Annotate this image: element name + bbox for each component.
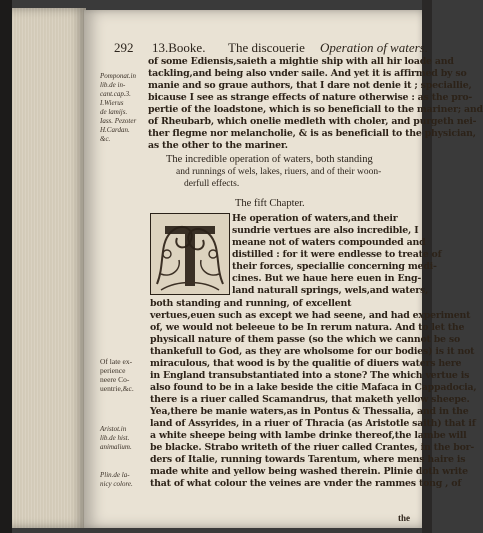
margin-note: Aristot.in bbox=[100, 425, 127, 433]
section-heading-line: derfull effects. bbox=[184, 179, 240, 189]
text-line: He operation of waters,and their bbox=[232, 213, 398, 224]
page-edges bbox=[0, 8, 86, 528]
margin-note: cant.cap.3. bbox=[100, 90, 131, 98]
margin-note: animalium. bbox=[100, 443, 132, 451]
chapter-title: The fift Chapter. bbox=[235, 198, 305, 209]
text-line: bicause I see as strange effects of nature otherwise : as the pro- bbox=[148, 92, 473, 103]
decorated-initial bbox=[150, 213, 230, 295]
margin-note: H.Cardan. bbox=[100, 126, 130, 134]
section-heading-line: The incredible operation of waters, both standing bbox=[166, 154, 373, 165]
text-line: distilled : for it were endlesse to treate of bbox=[232, 249, 442, 260]
margin-note: perience bbox=[100, 366, 126, 375]
running-title: The discouerie bbox=[228, 40, 305, 55]
text-line: of Rheubarb, which onelie medleth with choler, and purgeth nei- bbox=[148, 116, 477, 127]
text-line: physicall nature of them passe (so the which we cannot be so bbox=[150, 334, 461, 345]
text-line: that of what colour the veines are vnder the rammes tong , of bbox=[150, 478, 462, 489]
margin-note: de lamijs. bbox=[100, 108, 128, 116]
margin-note: lib.de in- bbox=[100, 81, 126, 89]
text-line: pertie of the loadstone, which is so beneficiall to the mariner; and bbox=[148, 104, 483, 115]
text-line: as the other to the mariner. bbox=[148, 140, 288, 151]
text-line: Yea,there be manie waters,as in Pontus & Thessalia, and in the bbox=[150, 406, 469, 417]
running-section: Operation of waters. bbox=[320, 40, 428, 55]
margin-note: Pomponat.in bbox=[100, 72, 136, 80]
text-line: of some Ediensis,saieth a mightie ship with all hir loade and bbox=[148, 56, 454, 67]
margin-note: Plin.de la- bbox=[100, 471, 130, 479]
text-line: land naturall springs, wels,and waters, bbox=[232, 285, 429, 296]
margin-note: Iass. Pezoter bbox=[100, 117, 137, 125]
margin-note: &c. bbox=[100, 135, 111, 143]
text-line: be blacke. Strabo writeth of the riuer called Crantes, in the bor- bbox=[150, 442, 475, 453]
text-line: also found to be in a lake beside the citie Mafaca in Cappadocia, bbox=[150, 382, 477, 393]
text-line: both standing and running, of excellent bbox=[150, 298, 352, 309]
text-line: made white and yellow being washed therein. Plinie doth write bbox=[150, 466, 468, 477]
text-line: sundrie vertues are also incredible, I bbox=[232, 225, 419, 236]
margin-note: nicy colore. bbox=[100, 480, 133, 488]
text-line: thankefull to God, as they are wholsome for our bodies) is it not bbox=[150, 346, 475, 357]
section-heading-line: and runnings of wels, lakes, riuers, and of their woon- bbox=[176, 167, 382, 177]
text-line: cines. But we haue here euen in Eng- bbox=[232, 273, 422, 284]
text-line: ders of Italie, running towards Tarentum, where mens haire is bbox=[150, 454, 466, 465]
margin-note: neere Co- bbox=[100, 375, 130, 384]
ornament-icon bbox=[151, 214, 229, 294]
text-line: vertues,euen such as except we had seene, and had experiment bbox=[150, 310, 471, 321]
book-label: 13.Booke. bbox=[152, 40, 206, 55]
text-line: their forces, speciallie concerning medi- bbox=[232, 261, 437, 272]
text-line: a white sheepe being with lambe drinke thereof,the lambe will bbox=[150, 430, 467, 441]
text-line: manie and so graue authors, that I dare not denie it ; speciallie, bbox=[148, 80, 472, 91]
margin-note: lib.de hist. bbox=[100, 434, 130, 442]
text-line: of, we would not beleeue to be In rerum natura. And to let the bbox=[150, 322, 465, 333]
text-line: miraculous, that wood is by the qualitie of diuers waters here bbox=[150, 358, 462, 369]
left-shadow bbox=[0, 0, 12, 533]
text-line: tackling,and being also vnder saile. And yet it is affirmed by so bbox=[148, 68, 467, 79]
text-line: ther flegme nor melancholie, & is as beneficiall to the physician, bbox=[148, 128, 476, 139]
margin-note: uentrie,&c. bbox=[100, 384, 134, 393]
catchword: the bbox=[398, 513, 410, 523]
text-line: in England transubstantiated into a stone? The which vertue is bbox=[150, 370, 470, 381]
text-line: meane not of waters compounded and bbox=[232, 237, 426, 248]
page-number: 292 bbox=[114, 40, 134, 55]
text-line: there is a riuer called Scamandrus, that maketh yellow sheepe. bbox=[150, 394, 470, 405]
margin-note: Of late ex- bbox=[100, 357, 133, 366]
text-line: land of Assyrides, in a riuer of Thracia (as Aristotle saith) that if bbox=[150, 418, 476, 429]
margin-note: I.Wierus bbox=[100, 99, 124, 107]
